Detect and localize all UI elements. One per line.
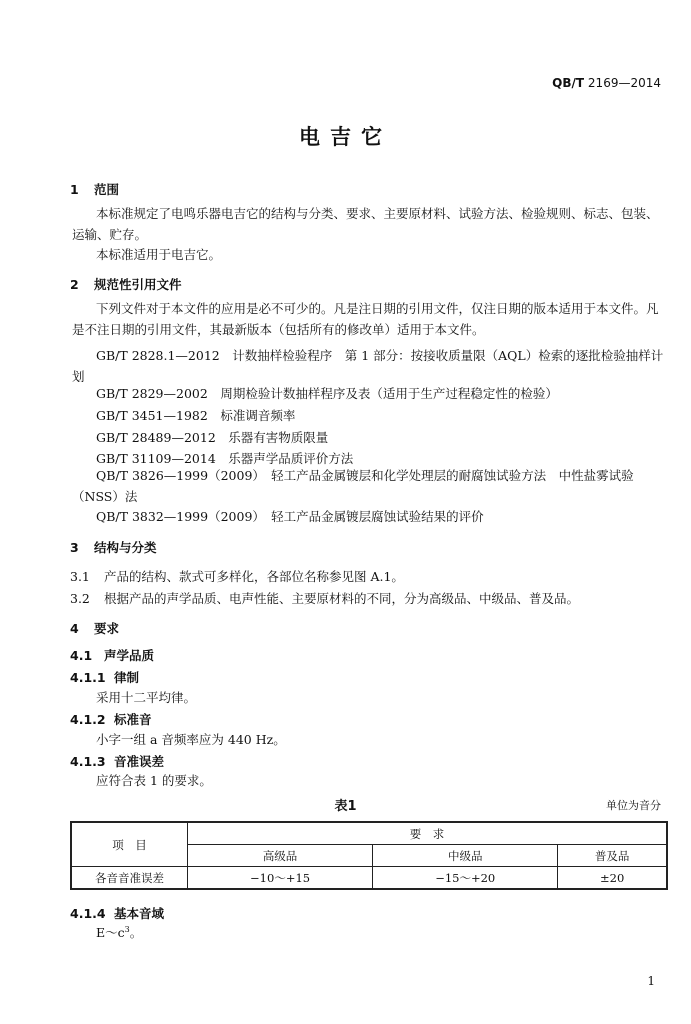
section-1-paragraph-1: 本标准规定了电鸣乐器电吉它的结构与分类、要求、主要原材料、试验方法、检验规则、标志、包装、运输、贮存。	[72, 206, 659, 242]
section-4-heading: 4 要求	[70, 621, 120, 636]
clause-4-1-2-heading: 4.1.2 标准音	[70, 712, 152, 727]
clause-4-1-heading: 4.1 声学品质	[70, 648, 155, 663]
section-1-paragraph-2: 本标准适用于电吉它。	[96, 247, 222, 262]
reference-item: GB/T 28489—2012 乐器有害物质限量	[96, 430, 329, 445]
reference-item: QB/T 3832—1999（2009） 轻工产品金属镀层腐蚀试验结果的评价	[96, 509, 484, 524]
reference-item: GB/T 31109—2014 乐器声学品质评价方法	[96, 451, 354, 466]
value-basic: ±20	[558, 867, 667, 890]
section-1-heading: 1 范围	[70, 182, 120, 197]
clause-4-1-4-heading: 4.1.4 基本音域	[70, 906, 165, 921]
header-item: 项 目	[71, 822, 188, 867]
standard-number: QB/T 2169—2014	[552, 76, 661, 90]
table-row	[71, 867, 667, 890]
clause-3-2: 3.2 根据产品的声学品质、电声性能、主要原材料的不同，分为高级品、中级品、普及品。	[70, 591, 580, 606]
section-2-heading: 2 规范性引用文件	[70, 277, 182, 292]
grade-mid: 中级品	[373, 845, 558, 867]
value-mid: −15～+20	[373, 867, 558, 890]
clause-4-1-3-heading: 4.1.3 音准误差	[70, 754, 165, 769]
grade-basic: 普及品	[558, 845, 667, 867]
reference-item: GB/T 2828.1—2012 计数抽样检验程序 第 1 部分：按接收质量限（AQL）检索的逐批检验抽样计划	[72, 348, 664, 384]
row-label: 各音音准误差	[71, 867, 188, 890]
clause-4-1-3-text: 应符合表 1 的要求。	[96, 773, 212, 788]
table-header-row	[71, 822, 667, 845]
page-number: 1	[647, 974, 655, 988]
clause-4-1-1-heading: 4.1.1 律制	[70, 670, 140, 685]
clause-4-1-2-text: 小字一组 a 音频率应为 440 Hz。	[96, 732, 286, 747]
pitch-error-table	[70, 821, 668, 890]
clause-4-1-1-text: 采用十二平均律。	[96, 690, 197, 705]
reference-item: QB/T 3826—1999（2009） 轻工产品金属镀层和化学处理层的耐腐蚀试验方法 中性盐雾试验（NSS）法	[72, 468, 634, 504]
reference-item: GB/T 3451—1982 标准调音频率	[96, 408, 296, 423]
clause-4-1-4-text: $E\sim c^3$。	[96, 924, 143, 940]
value-high: −10～+15	[188, 867, 373, 890]
table-caption: 表1	[334, 799, 357, 814]
reference-item: GB/T 2829—2002 周期检验计数抽样程序及表（适用于生产过程稳定性的检验）	[96, 386, 558, 401]
section-3-heading: 3 结构与分类	[70, 540, 157, 555]
section-2-intro: 下列文件对于本文件的应用是必不可少的。凡是注日期的引用文件，仅注日期的版本适用于本文件。凡是不注日期的引用文件，其最新版本（包括所有的修改单）适用于本文件。	[72, 301, 659, 337]
page-title: 电吉它	[299, 125, 392, 149]
table-unit: 单位为音分	[606, 799, 661, 812]
header-requirement: 要 求	[188, 822, 668, 845]
grade-high: 高级品	[188, 845, 373, 867]
clause-3-1: 3.1 产品的结构、款式可多样化，各部位名称参见图 A.1。	[70, 569, 404, 584]
